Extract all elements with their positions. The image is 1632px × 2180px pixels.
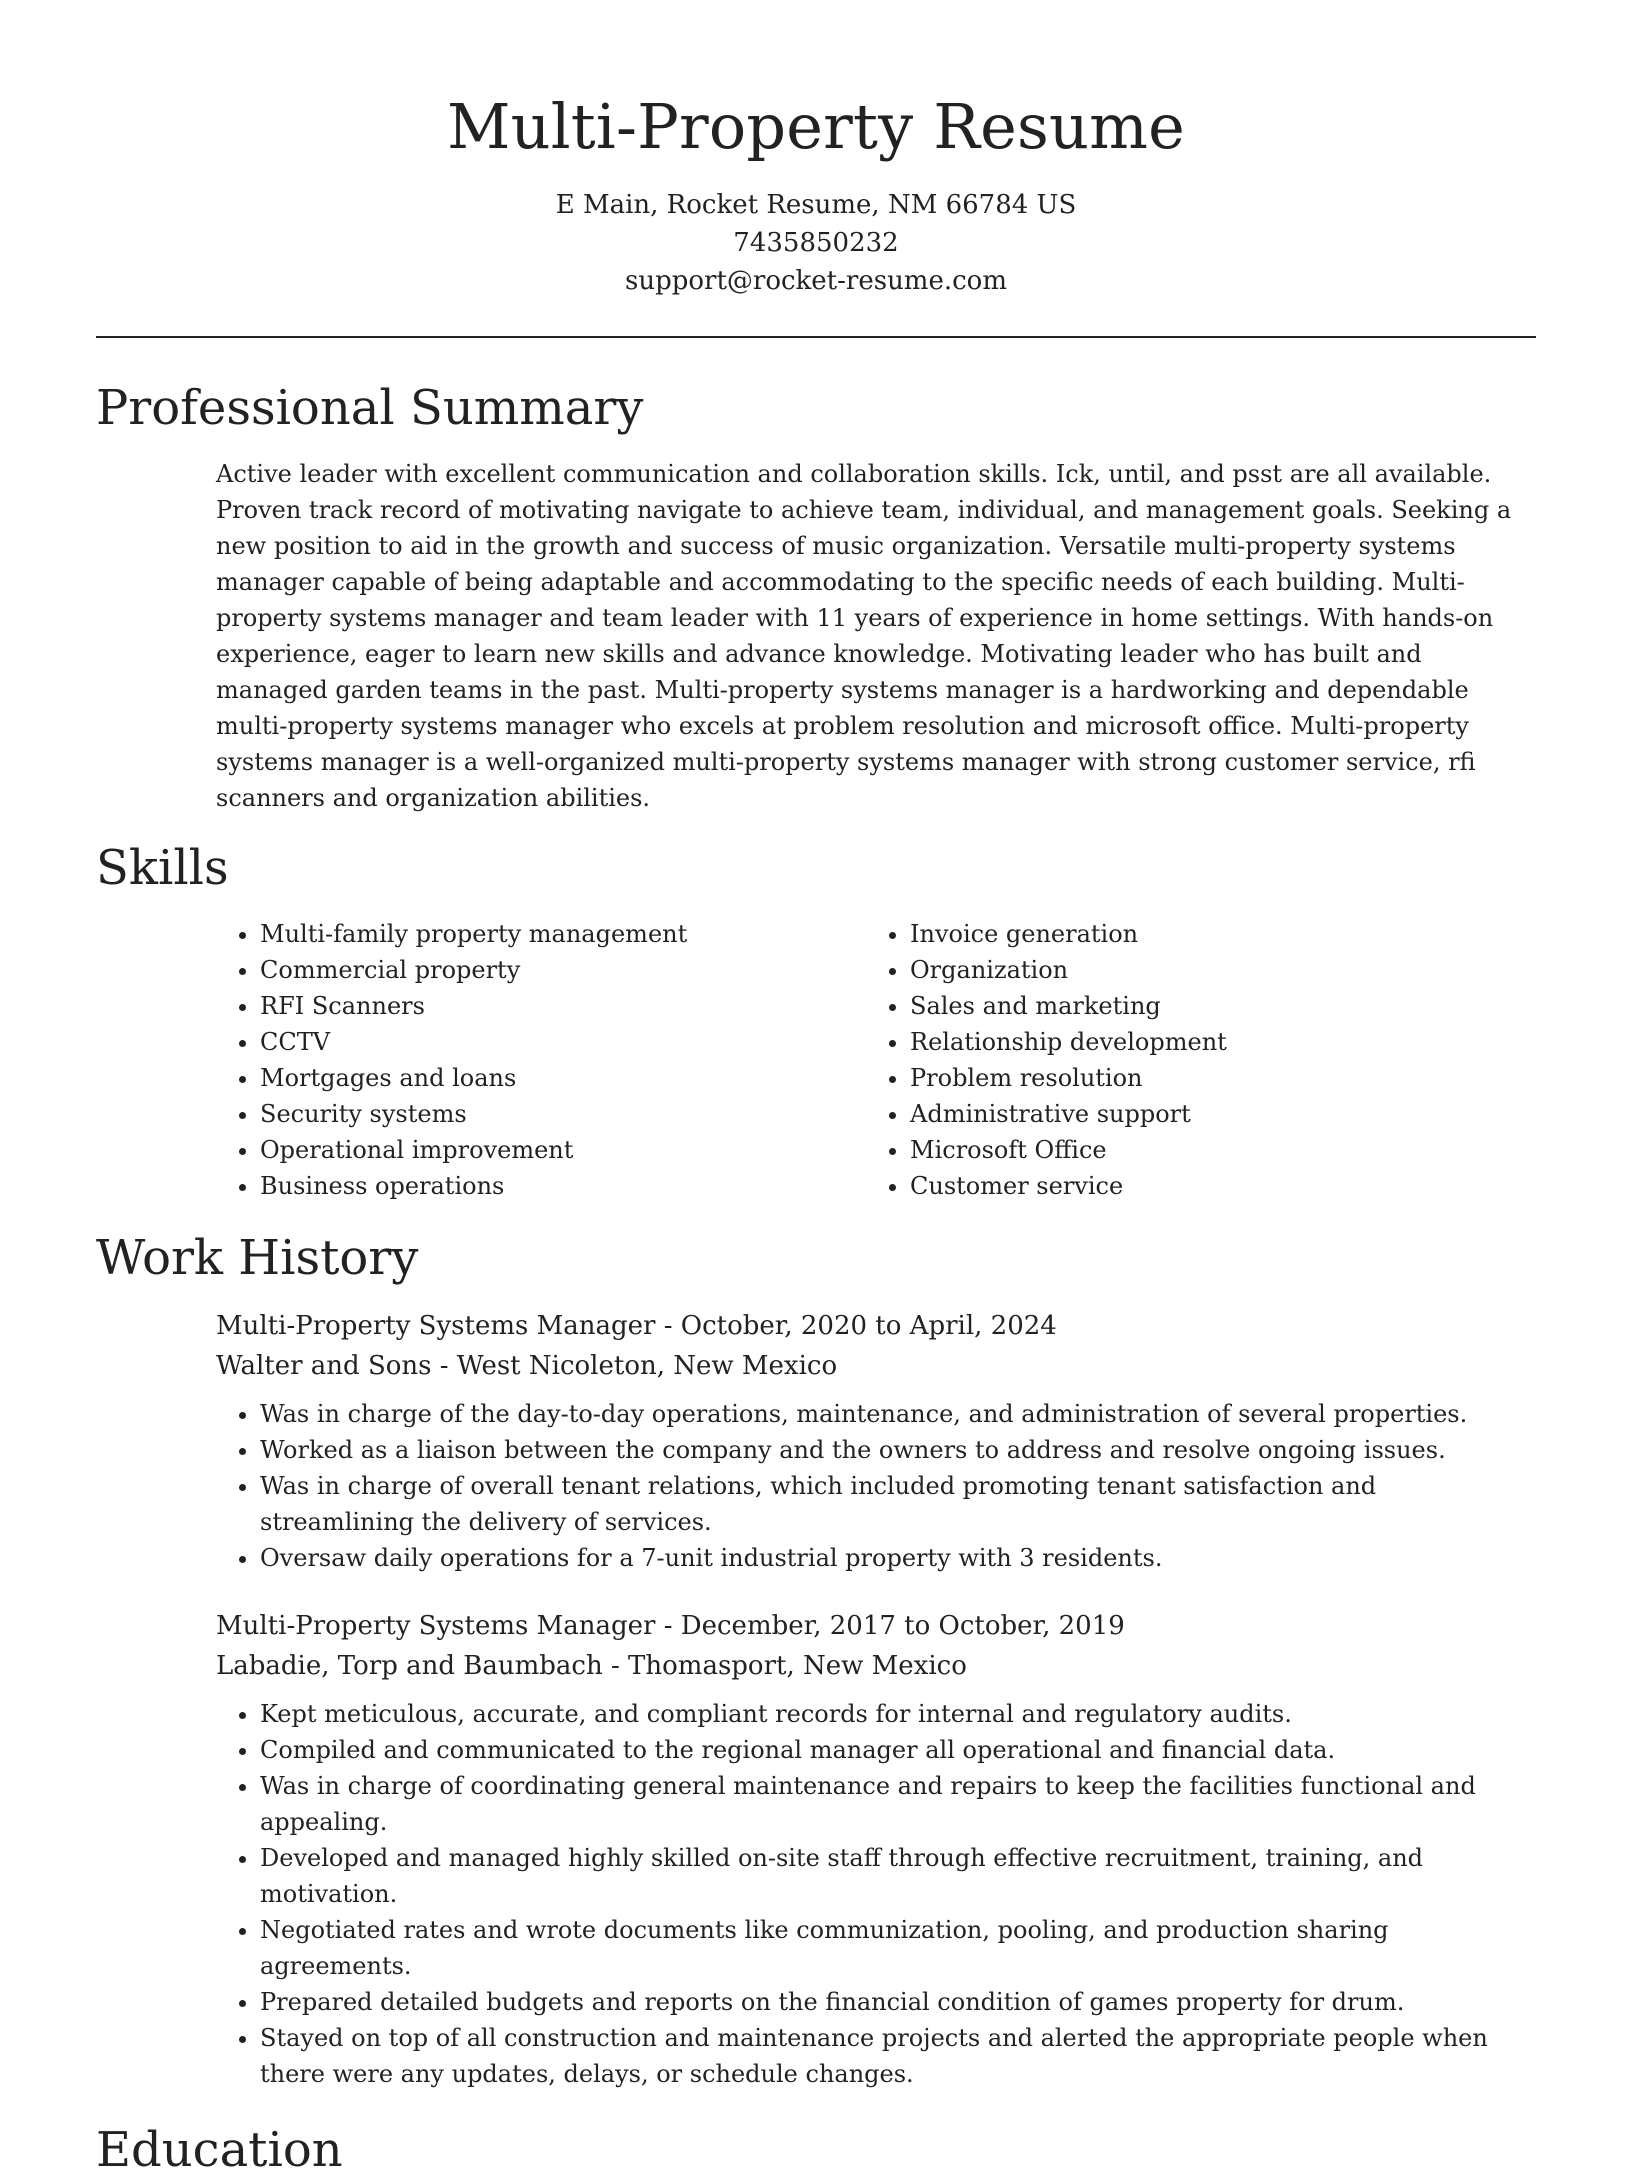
job-duty: • Negotiated rates and wrote documents like communization, pooling, and production sharing agreements. [260, 1912, 1516, 1984]
skill-item: • CCTV [260, 1024, 746, 1060]
resume-header [96, 0, 1536, 300]
job-duty: • Was in charge of the day-to-day operations, maintenance, and administration of several properties. [260, 1396, 1516, 1432]
job-company: Walter and Sons [216, 1351, 432, 1381]
resume-page [96, 0, 1536, 2180]
skill-item: • Relationship development [910, 1024, 1396, 1060]
skills-list-1 [96, 916, 746, 1204]
work-history-heading: Work History [96, 1230, 419, 1286]
skill-item: • Business operations [260, 1168, 746, 1204]
education-heading: Education [96, 2122, 343, 2178]
summary-heading: Professional Summary [96, 380, 644, 436]
skill-item: • Operational improvement [260, 1132, 746, 1168]
skill-item: • Microsoft Office [910, 1132, 1396, 1168]
job-duty: • Kept meticulous, accurate, and compliant records for internal and regulatory audits. [260, 1696, 1516, 1732]
job-dates: October, 2020 to April, 2024 [680, 1311, 1057, 1341]
job-title-line: Multi-Property Systems Manager - October, 2020 to April, 2024 [216, 1311, 1057, 1341]
job-dates: December, 2017 to October, 2019 [680, 1611, 1125, 1641]
job-duty: • Was in charge of coordinating general maintenance and repairs to keep the facilities functional and appealing. [260, 1768, 1516, 1840]
skill-item: • RFI Scanners [260, 988, 746, 1024]
skills-list-2 [746, 916, 1396, 1204]
skill-item: • Security systems [260, 1096, 746, 1132]
job-duty: • Developed and managed highly skilled on-site staff through effective recruitment, training, and motivation. [260, 1840, 1516, 1912]
summary-section [96, 378, 1536, 816]
contact-info [96, 186, 1536, 300]
skills-columns [96, 916, 1536, 1204]
job-duty: • Worked as a liaison between the company and the owners to address and resolve ongoing issues. [260, 1432, 1516, 1468]
skill-item: • Administrative support [910, 1096, 1396, 1132]
job-location: Thomasport, New Mexico [628, 1651, 967, 1681]
education-section [96, 2120, 1536, 2180]
skill-item: • Multi-family property management [260, 916, 746, 952]
skill-item: • Customer service [910, 1168, 1396, 1204]
skills-section [96, 838, 1536, 1204]
phone: 7435850232 [733, 228, 899, 258]
skill-item: • Problem resolution [910, 1060, 1396, 1096]
job-entry [96, 1306, 1536, 1576]
header-divider [96, 336, 1536, 338]
summary-text: Active leader with excellent communication and collaboration skills. Ick, until, and psst are all available. Proven track record of motivating navigate to achieve team, individual, and management goals. Seeking a new position to aid in the growth and success of music organization. Versatile multi-property systems manager capable of being adaptable and accommodating to the specific needs of each building. Multi-property systems manager and team leader with 11 years of experience in home settings. With hands-on experience, eager to learn new skills and advance knowledge. Motivating leader who has built and managed garden teams in the past. Multi-property systems manager is a hardworking and dependable multi-property systems manager who excels at problem resolution and microsoft office. Multi-property systems manager is a well-organized multi-property systems manager with strong customer service, rfi scanners and organization abilities. [216, 460, 1512, 812]
candidate-name: Multi-Property Resume [446, 90, 1186, 163]
skills-heading: Skills [96, 840, 229, 896]
job-location: West Nicoleton, New Mexico [456, 1351, 838, 1381]
job-company-line: Walter and Sons - West Nicoleton, New Mexico [216, 1351, 838, 1381]
job-title: Multi-Property Systems Manager [216, 1611, 656, 1641]
job-entry [96, 1606, 1536, 2092]
job-title: Multi-Property Systems Manager [216, 1311, 656, 1341]
address: E Main, Rocket Resume, NM 66784 US [555, 190, 1077, 220]
job-duty: • Oversaw daily operations for a 7-unit industrial property with 3 residents. [260, 1540, 1516, 1576]
job-company: Labadie, Torp and Baumbach [216, 1651, 603, 1681]
job-title-line: Multi-Property Systems Manager - December, 2017 to October, 2019 [216, 1611, 1125, 1641]
job-company-line: Labadie, Torp and Baumbach - Thomasport, New Mexico [216, 1651, 967, 1681]
job-duty: • Prepared detailed budgets and reports on the financial condition of games property for drum. [260, 1984, 1516, 2020]
job-duties [96, 1396, 1536, 1576]
job-duty: • Was in charge of overall tenant relations, which included promoting tenant satisfaction and streamlining the delivery of services. [260, 1468, 1516, 1540]
job-duty: • Stayed on top of all construction and maintenance projects and alerted the appropriate people when there were any updates, delays, or schedule changes. [260, 2020, 1516, 2092]
skill-item: • Mortgages and loans [260, 1060, 746, 1096]
job-duty: • Compiled and communicated to the regional manager all operational and financial data. [260, 1732, 1516, 1768]
email: support@rocket-resume.com [624, 266, 1007, 296]
job-duties [96, 1696, 1536, 2092]
skill-item: • Organization [910, 952, 1396, 988]
skill-item: • Invoice generation [910, 916, 1396, 952]
work-history-section [96, 1228, 1536, 2092]
skill-item: • Commercial property [260, 952, 746, 988]
skill-item: • Sales and marketing [910, 988, 1396, 1024]
